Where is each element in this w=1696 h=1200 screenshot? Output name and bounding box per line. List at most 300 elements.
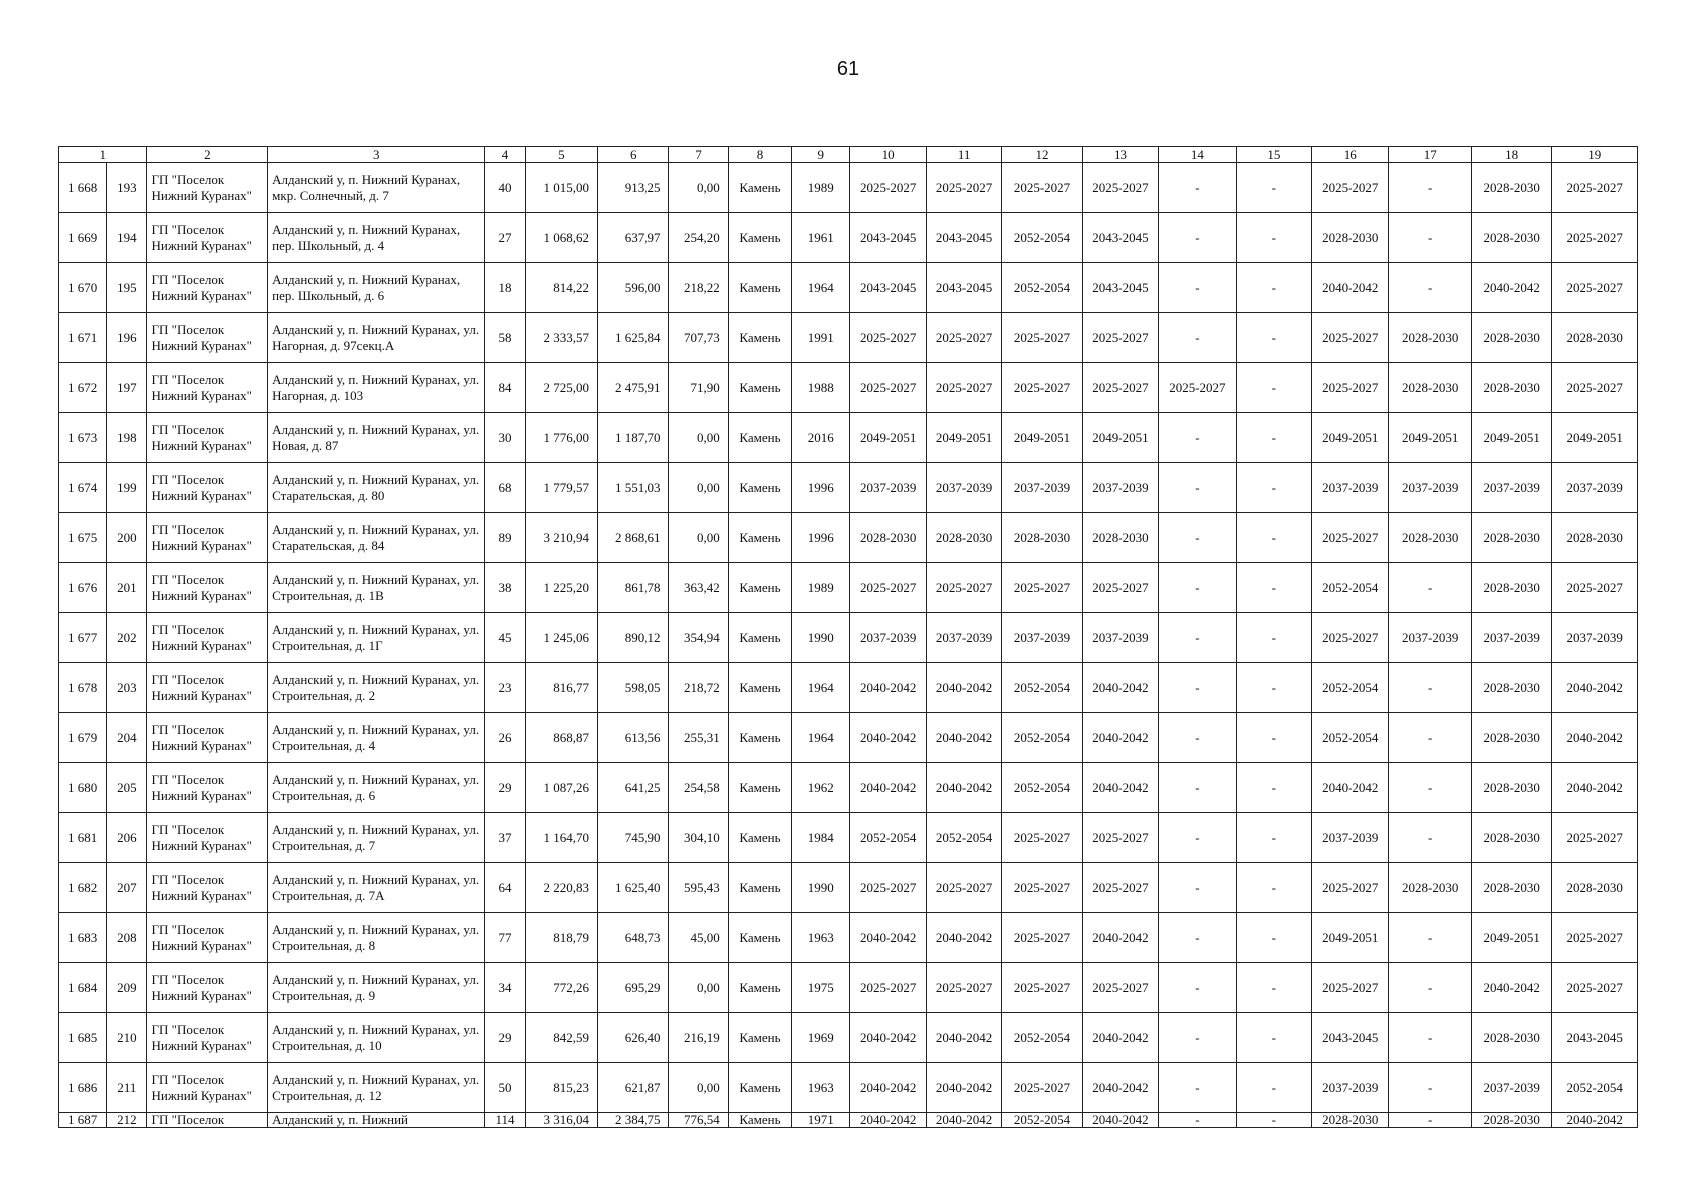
sub-number-cell: 212 — [107, 1113, 147, 1128]
year-cell: 2016 — [792, 413, 850, 463]
column-14-cell: - — [1159, 713, 1236, 763]
column-17-cell: - — [1389, 563, 1471, 613]
column-18-cell: 2040-2042 — [1471, 263, 1551, 313]
column-13-cell: 2040-2042 — [1082, 713, 1158, 763]
column-header: 11 — [926, 147, 1001, 163]
address-cell: Алданский у, п. Нижний Куранах, ул. Строительная, д. 10 — [268, 1013, 485, 1063]
column-6-cell: 2 868,61 — [598, 513, 669, 563]
column-header: 9 — [792, 147, 850, 163]
sub-number-cell: 197 — [107, 363, 147, 413]
column-5-cell: 1 225,20 — [525, 563, 597, 613]
table-row — [59, 1063, 1638, 1113]
column-6-cell: 2 384,75 — [598, 1113, 669, 1128]
column-12-cell: 2052-2054 — [1002, 763, 1082, 813]
row-number-cell: 1 680 — [59, 763, 107, 813]
column-11-cell: 2028-2030 — [926, 513, 1001, 563]
column-4-cell: 77 — [485, 913, 525, 963]
column-header: 6 — [598, 147, 669, 163]
address-cell: Алданский у, п. Нижний Куранах, мкр. Солнечный, д. 7 — [268, 163, 485, 213]
settlement-cell: ГП "Поселок Нижний Куранах" — [147, 313, 268, 363]
column-6-cell: 596,00 — [598, 263, 669, 313]
sub-number-cell: 207 — [107, 863, 147, 913]
column-12-cell: 2037-2039 — [1002, 463, 1082, 513]
column-14-cell: - — [1159, 813, 1236, 863]
column-15-cell: - — [1236, 963, 1311, 1013]
column-17-cell: - — [1389, 963, 1471, 1013]
column-7-cell: 45,00 — [669, 913, 728, 963]
column-6-cell: 913,25 — [598, 163, 669, 213]
column-header: 15 — [1236, 147, 1311, 163]
column-6-cell: 621,87 — [598, 1063, 669, 1113]
column-18-cell: 2028-2030 — [1471, 313, 1551, 363]
column-18-cell: 2049-2051 — [1471, 413, 1551, 463]
row-number-cell: 1 678 — [59, 663, 107, 713]
address-cell: Алданский у, п. Нижний — [268, 1113, 485, 1128]
column-4-cell: 37 — [485, 813, 525, 863]
year-cell: 1963 — [792, 913, 850, 963]
year-cell: 1984 — [792, 813, 850, 863]
column-7-cell: 0,00 — [669, 163, 728, 213]
column-19-cell: 2037-2039 — [1552, 463, 1638, 513]
column-4-cell: 64 — [485, 863, 525, 913]
column-12-cell: 2025-2027 — [1002, 563, 1082, 613]
column-5-cell: 1 068,62 — [525, 213, 597, 263]
column-18-cell: 2028-2030 — [1471, 863, 1551, 913]
column-14-cell: - — [1159, 163, 1236, 213]
column-16-cell: 2025-2027 — [1312, 863, 1389, 913]
column-10-cell: 2037-2039 — [850, 463, 926, 513]
column-18-cell: 2028-2030 — [1471, 713, 1551, 763]
column-15-cell: - — [1236, 713, 1311, 763]
column-11-cell: 2040-2042 — [926, 663, 1001, 713]
column-10-cell: 2049-2051 — [850, 413, 926, 463]
column-11-cell: 2025-2027 — [926, 363, 1001, 413]
settlement-cell: ГП "Поселок — [147, 1113, 268, 1128]
column-16-cell: 2040-2042 — [1312, 263, 1389, 313]
column-10-cell: 2043-2045 — [850, 213, 926, 263]
column-6-cell: 637,97 — [598, 213, 669, 263]
column-15-cell: - — [1236, 563, 1311, 613]
column-16-cell: 2049-2051 — [1312, 913, 1389, 963]
year-cell: 1969 — [792, 1013, 850, 1063]
column-15-cell: - — [1236, 263, 1311, 313]
column-17-cell: - — [1389, 663, 1471, 713]
year-cell: 1963 — [792, 1063, 850, 1113]
column-14-cell: - — [1159, 463, 1236, 513]
settlement-cell: ГП "Поселок Нижний Куранах" — [147, 263, 268, 313]
column-4-cell: 38 — [485, 563, 525, 613]
column-11-cell: 2037-2039 — [926, 613, 1001, 663]
settlement-cell: ГП "Поселок Нижний Куранах" — [147, 213, 268, 263]
column-12-cell: 2025-2027 — [1002, 813, 1082, 863]
row-number-cell: 1 675 — [59, 513, 107, 563]
year-cell: 1964 — [792, 713, 850, 763]
settlement-cell: ГП "Поселок Нижний Куранах" — [147, 763, 268, 813]
column-10-cell: 2025-2027 — [850, 313, 926, 363]
column-15-cell: - — [1236, 763, 1311, 813]
row-number-cell: 1 670 — [59, 263, 107, 313]
settlement-cell: ГП "Поселок Нижний Куранах" — [147, 463, 268, 513]
column-12-cell: 2025-2027 — [1002, 363, 1082, 413]
sub-number-cell: 208 — [107, 913, 147, 963]
column-16-cell: 2040-2042 — [1312, 763, 1389, 813]
address-cell: Алданский у, п. Нижний Куранах, ул. Новая, д. 87 — [268, 413, 485, 463]
table-row — [59, 963, 1638, 1013]
column-16-cell: 2025-2027 — [1312, 963, 1389, 1013]
column-10-cell: 2052-2054 — [850, 813, 926, 863]
material-cell: Камень — [728, 663, 791, 713]
column-5-cell: 868,87 — [525, 713, 597, 763]
column-15-cell: - — [1236, 313, 1311, 363]
material-cell: Камень — [728, 163, 791, 213]
material-cell: Камень — [728, 263, 791, 313]
address-cell: Алданский у, п. Нижний Куранах, ул. Строительная, д. 2 — [268, 663, 485, 713]
column-19-cell: 2028-2030 — [1552, 513, 1638, 563]
material-cell: Камень — [728, 813, 791, 863]
column-15-cell: - — [1236, 813, 1311, 863]
settlement-cell: ГП "Поселок Нижний Куранах" — [147, 413, 268, 463]
column-7-cell: 254,58 — [669, 763, 728, 813]
column-5-cell: 3 210,94 — [525, 513, 597, 563]
column-13-cell: 2040-2042 — [1082, 913, 1158, 963]
material-cell: Камень — [728, 1013, 791, 1063]
column-4-cell: 89 — [485, 513, 525, 563]
column-17-cell: - — [1389, 1113, 1471, 1128]
column-14-cell: - — [1159, 763, 1236, 813]
column-18-cell: 2028-2030 — [1471, 1013, 1551, 1063]
column-5-cell: 1 245,06 — [525, 613, 597, 663]
row-number-cell: 1 687 — [59, 1113, 107, 1128]
column-6-cell: 861,78 — [598, 563, 669, 613]
column-18-cell: 2028-2030 — [1471, 663, 1551, 713]
row-number-cell: 1 673 — [59, 413, 107, 463]
column-5-cell: 2 725,00 — [525, 363, 597, 413]
column-18-cell: 2028-2030 — [1471, 763, 1551, 813]
year-cell: 1989 — [792, 563, 850, 613]
column-10-cell: 2040-2042 — [850, 1113, 926, 1128]
material-cell: Камень — [728, 413, 791, 463]
column-12-cell: 2025-2027 — [1002, 313, 1082, 363]
table-row — [59, 863, 1638, 913]
address-cell: Алданский у, п. Нижний Куранах, ул. Нагорная, д. 103 — [268, 363, 485, 413]
column-10-cell: 2040-2042 — [850, 763, 926, 813]
column-18-cell: 2028-2030 — [1471, 1113, 1551, 1128]
column-10-cell: 2025-2027 — [850, 963, 926, 1013]
column-11-cell: 2040-2042 — [926, 1063, 1001, 1113]
table-row — [59, 763, 1638, 813]
column-7-cell: 776,54 — [669, 1113, 728, 1128]
column-5-cell: 1 164,70 — [525, 813, 597, 863]
column-4-cell: 26 — [485, 713, 525, 763]
year-cell: 1989 — [792, 163, 850, 213]
column-13-cell: 2043-2045 — [1082, 213, 1158, 263]
column-13-cell: 2025-2027 — [1082, 313, 1158, 363]
column-4-cell: 68 — [485, 463, 525, 513]
row-number-cell: 1 679 — [59, 713, 107, 763]
column-19-cell: 2025-2027 — [1552, 963, 1638, 1013]
column-6-cell: 1 625,40 — [598, 863, 669, 913]
column-header: 17 — [1389, 147, 1471, 163]
sub-number-cell: 210 — [107, 1013, 147, 1063]
column-12-cell: 2025-2027 — [1002, 963, 1082, 1013]
year-cell: 1975 — [792, 963, 850, 1013]
column-header: 3 — [268, 147, 485, 163]
settlement-cell: ГП "Поселок Нижний Куранах" — [147, 613, 268, 663]
column-6-cell: 626,40 — [598, 1013, 669, 1063]
column-4-cell: 23 — [485, 663, 525, 713]
column-13-cell: 2037-2039 — [1082, 463, 1158, 513]
column-6-cell: 1 625,84 — [598, 313, 669, 363]
column-11-cell: 2040-2042 — [926, 1113, 1001, 1128]
sub-number-cell: 202 — [107, 613, 147, 663]
column-10-cell: 2040-2042 — [850, 1063, 926, 1113]
column-6-cell: 745,90 — [598, 813, 669, 863]
column-header: 16 — [1312, 147, 1389, 163]
settlement-cell: ГП "Поселок Нижний Куранах" — [147, 713, 268, 763]
column-17-cell: - — [1389, 163, 1471, 213]
column-17-cell: 2028-2030 — [1389, 513, 1471, 563]
material-cell: Камень — [728, 713, 791, 763]
table-row — [59, 713, 1638, 763]
column-12-cell: 2052-2054 — [1002, 713, 1082, 763]
column-12-cell: 2025-2027 — [1002, 863, 1082, 913]
table-row — [59, 613, 1638, 663]
year-cell: 1996 — [792, 463, 850, 513]
column-6-cell: 613,56 — [598, 713, 669, 763]
material-cell: Камень — [728, 763, 791, 813]
column-16-cell: 2049-2051 — [1312, 413, 1389, 463]
column-19-cell: 2040-2042 — [1552, 713, 1638, 763]
address-cell: Алданский у, п. Нижний Куранах, ул. Строительная, д. 9 — [268, 963, 485, 1013]
row-number-cell: 1 677 — [59, 613, 107, 663]
column-12-cell: 2052-2054 — [1002, 663, 1082, 713]
material-cell: Камень — [728, 213, 791, 263]
column-15-cell: - — [1236, 613, 1311, 663]
column-header: 12 — [1002, 147, 1082, 163]
column-13-cell: 2028-2030 — [1082, 513, 1158, 563]
column-10-cell: 2040-2042 — [850, 713, 926, 763]
column-16-cell: 2052-2054 — [1312, 663, 1389, 713]
column-18-cell: 2040-2042 — [1471, 963, 1551, 1013]
column-12-cell: 2052-2054 — [1002, 1113, 1082, 1128]
column-12-cell: 2025-2027 — [1002, 913, 1082, 963]
column-16-cell: 2052-2054 — [1312, 713, 1389, 763]
sub-number-cell: 205 — [107, 763, 147, 813]
column-18-cell: 2049-2051 — [1471, 913, 1551, 963]
material-cell: Камень — [728, 513, 791, 563]
material-cell: Камень — [728, 463, 791, 513]
column-5-cell: 842,59 — [525, 1013, 597, 1063]
column-5-cell: 816,77 — [525, 663, 597, 713]
column-13-cell: 2049-2051 — [1082, 413, 1158, 463]
column-11-cell: 2025-2027 — [926, 563, 1001, 613]
column-5-cell: 1 776,00 — [525, 413, 597, 463]
address-cell: Алданский у, п. Нижний Куранах, ул. Строительная, д. 7 — [268, 813, 485, 863]
column-4-cell: 29 — [485, 763, 525, 813]
column-6-cell: 1 551,03 — [598, 463, 669, 513]
column-header: 10 — [850, 147, 926, 163]
column-13-cell: 2025-2027 — [1082, 163, 1158, 213]
column-11-cell: 2043-2045 — [926, 263, 1001, 313]
column-18-cell: 2028-2030 — [1471, 363, 1551, 413]
table-row — [59, 1013, 1638, 1063]
column-7-cell: 707,73 — [669, 313, 728, 363]
row-number-cell: 1 676 — [59, 563, 107, 613]
column-header: 19 — [1552, 147, 1638, 163]
column-7-cell: 71,90 — [669, 363, 728, 413]
table-row — [59, 263, 1638, 313]
column-19-cell: 2028-2030 — [1552, 863, 1638, 913]
row-number-cell: 1 686 — [59, 1063, 107, 1113]
column-14-cell: 2025-2027 — [1159, 363, 1236, 413]
sub-number-cell: 204 — [107, 713, 147, 763]
column-19-cell: 2025-2027 — [1552, 563, 1638, 613]
column-7-cell: 218,22 — [669, 263, 728, 313]
column-17-cell: - — [1389, 1013, 1471, 1063]
year-cell: 1991 — [792, 313, 850, 363]
column-4-cell: 30 — [485, 413, 525, 463]
column-17-cell: 2037-2039 — [1389, 463, 1471, 513]
column-5-cell: 1 015,00 — [525, 163, 597, 213]
table-row — [59, 563, 1638, 613]
column-18-cell: 2028-2030 — [1471, 163, 1551, 213]
column-6-cell: 890,12 — [598, 613, 669, 663]
column-17-cell: 2028-2030 — [1389, 313, 1471, 363]
material-cell: Камень — [728, 363, 791, 413]
address-cell: Алданский у, п. Нижний Куранах, пер. Школьный, д. 6 — [268, 263, 485, 313]
column-18-cell: 2037-2039 — [1471, 1063, 1551, 1113]
column-17-cell: 2028-2030 — [1389, 863, 1471, 913]
column-13-cell: 2025-2027 — [1082, 813, 1158, 863]
sub-number-cell: 206 — [107, 813, 147, 863]
column-19-cell: 2025-2027 — [1552, 163, 1638, 213]
table-row — [59, 363, 1638, 413]
column-11-cell: 2040-2042 — [926, 713, 1001, 763]
column-18-cell: 2037-2039 — [1471, 613, 1551, 663]
column-16-cell: 2037-2039 — [1312, 813, 1389, 863]
column-11-cell: 2025-2027 — [926, 863, 1001, 913]
column-header: 2 — [147, 147, 268, 163]
column-17-cell: - — [1389, 763, 1471, 813]
material-cell: Камень — [728, 963, 791, 1013]
column-16-cell: 2037-2039 — [1312, 1063, 1389, 1113]
column-5-cell: 818,79 — [525, 913, 597, 963]
column-15-cell: - — [1236, 1113, 1311, 1128]
year-cell: 1964 — [792, 663, 850, 713]
column-6-cell: 641,25 — [598, 763, 669, 813]
sub-number-cell: 195 — [107, 263, 147, 313]
column-12-cell: 2052-2054 — [1002, 1013, 1082, 1063]
column-header: 13 — [1082, 147, 1158, 163]
column-10-cell: 2025-2027 — [850, 163, 926, 213]
sub-number-cell: 198 — [107, 413, 147, 463]
column-18-cell: 2028-2030 — [1471, 213, 1551, 263]
column-13-cell: 2040-2042 — [1082, 1013, 1158, 1063]
column-13-cell: 2037-2039 — [1082, 613, 1158, 663]
column-14-cell: - — [1159, 563, 1236, 613]
address-cell: Алданский у, п. Нижний Куранах, ул. Строительная, д. 7А — [268, 863, 485, 913]
material-cell: Камень — [728, 563, 791, 613]
year-cell: 1988 — [792, 363, 850, 413]
settlement-cell: ГП "Поселок Нижний Куранах" — [147, 863, 268, 913]
column-10-cell: 2025-2027 — [850, 563, 926, 613]
table-row — [59, 413, 1638, 463]
column-11-cell: 2052-2054 — [926, 813, 1001, 863]
column-15-cell: - — [1236, 1063, 1311, 1113]
column-13-cell: 2025-2027 — [1082, 363, 1158, 413]
row-number-cell: 1 671 — [59, 313, 107, 363]
column-7-cell: 254,20 — [669, 213, 728, 263]
column-4-cell: 18 — [485, 263, 525, 313]
column-10-cell: 2028-2030 — [850, 513, 926, 563]
sub-number-cell: 199 — [107, 463, 147, 513]
column-16-cell: 2028-2030 — [1312, 213, 1389, 263]
year-cell: 1990 — [792, 863, 850, 913]
column-10-cell: 2040-2042 — [850, 1013, 926, 1063]
address-cell: Алданский у, п. Нижний Куранах, ул. Старательская, д. 84 — [268, 513, 485, 563]
row-number-cell: 1 681 — [59, 813, 107, 863]
column-11-cell: 2040-2042 — [926, 763, 1001, 813]
column-15-cell: - — [1236, 463, 1311, 513]
settlement-cell: ГП "Поселок Нижний Куранах" — [147, 963, 268, 1013]
column-13-cell: 2025-2027 — [1082, 563, 1158, 613]
year-cell: 1964 — [792, 263, 850, 313]
sub-number-cell: 201 — [107, 563, 147, 613]
year-cell: 1961 — [792, 213, 850, 263]
column-16-cell: 2037-2039 — [1312, 463, 1389, 513]
settlement-cell: ГП "Поселок Нижний Куранах" — [147, 913, 268, 963]
table-row — [59, 513, 1638, 563]
column-14-cell: - — [1159, 313, 1236, 363]
column-header: 1 — [59, 147, 147, 163]
column-17-cell: - — [1389, 813, 1471, 863]
column-5-cell: 2 333,57 — [525, 313, 597, 363]
column-19-cell: 2025-2027 — [1552, 263, 1638, 313]
table-row — [59, 313, 1638, 363]
column-17-cell: - — [1389, 213, 1471, 263]
column-15-cell: - — [1236, 413, 1311, 463]
column-19-cell: 2028-2030 — [1552, 313, 1638, 363]
column-6-cell: 695,29 — [598, 963, 669, 1013]
column-15-cell: - — [1236, 1013, 1311, 1063]
table-row — [59, 1113, 1638, 1128]
row-number-cell: 1 669 — [59, 213, 107, 263]
address-cell: Алданский у, п. Нижний Куранах, ул. Строительная, д. 8 — [268, 913, 485, 963]
column-header: 8 — [728, 147, 791, 163]
column-19-cell: 2040-2042 — [1552, 763, 1638, 813]
column-4-cell: 58 — [485, 313, 525, 363]
column-16-cell: 2025-2027 — [1312, 163, 1389, 213]
column-12-cell: 2037-2039 — [1002, 613, 1082, 663]
column-12-cell: 2052-2054 — [1002, 263, 1082, 313]
address-cell: Алданский у, п. Нижний Куранах, ул. Строительная, д. 1В — [268, 563, 485, 613]
column-15-cell: - — [1236, 663, 1311, 713]
housing-register-table — [58, 146, 1638, 1128]
column-16-cell: 2052-2054 — [1312, 563, 1389, 613]
column-19-cell: 2052-2054 — [1552, 1063, 1638, 1113]
column-17-cell: - — [1389, 263, 1471, 313]
column-19-cell: 2025-2027 — [1552, 813, 1638, 863]
settlement-cell: ГП "Поселок Нижний Куранах" — [147, 1013, 268, 1063]
column-10-cell: 2040-2042 — [850, 913, 926, 963]
column-10-cell: 2025-2027 — [850, 863, 926, 913]
column-7-cell: 0,00 — [669, 1063, 728, 1113]
row-number-cell: 1 674 — [59, 463, 107, 513]
column-7-cell: 304,10 — [669, 813, 728, 863]
sub-number-cell: 211 — [107, 1063, 147, 1113]
column-16-cell: 2025-2027 — [1312, 363, 1389, 413]
column-5-cell: 2 220,83 — [525, 863, 597, 913]
